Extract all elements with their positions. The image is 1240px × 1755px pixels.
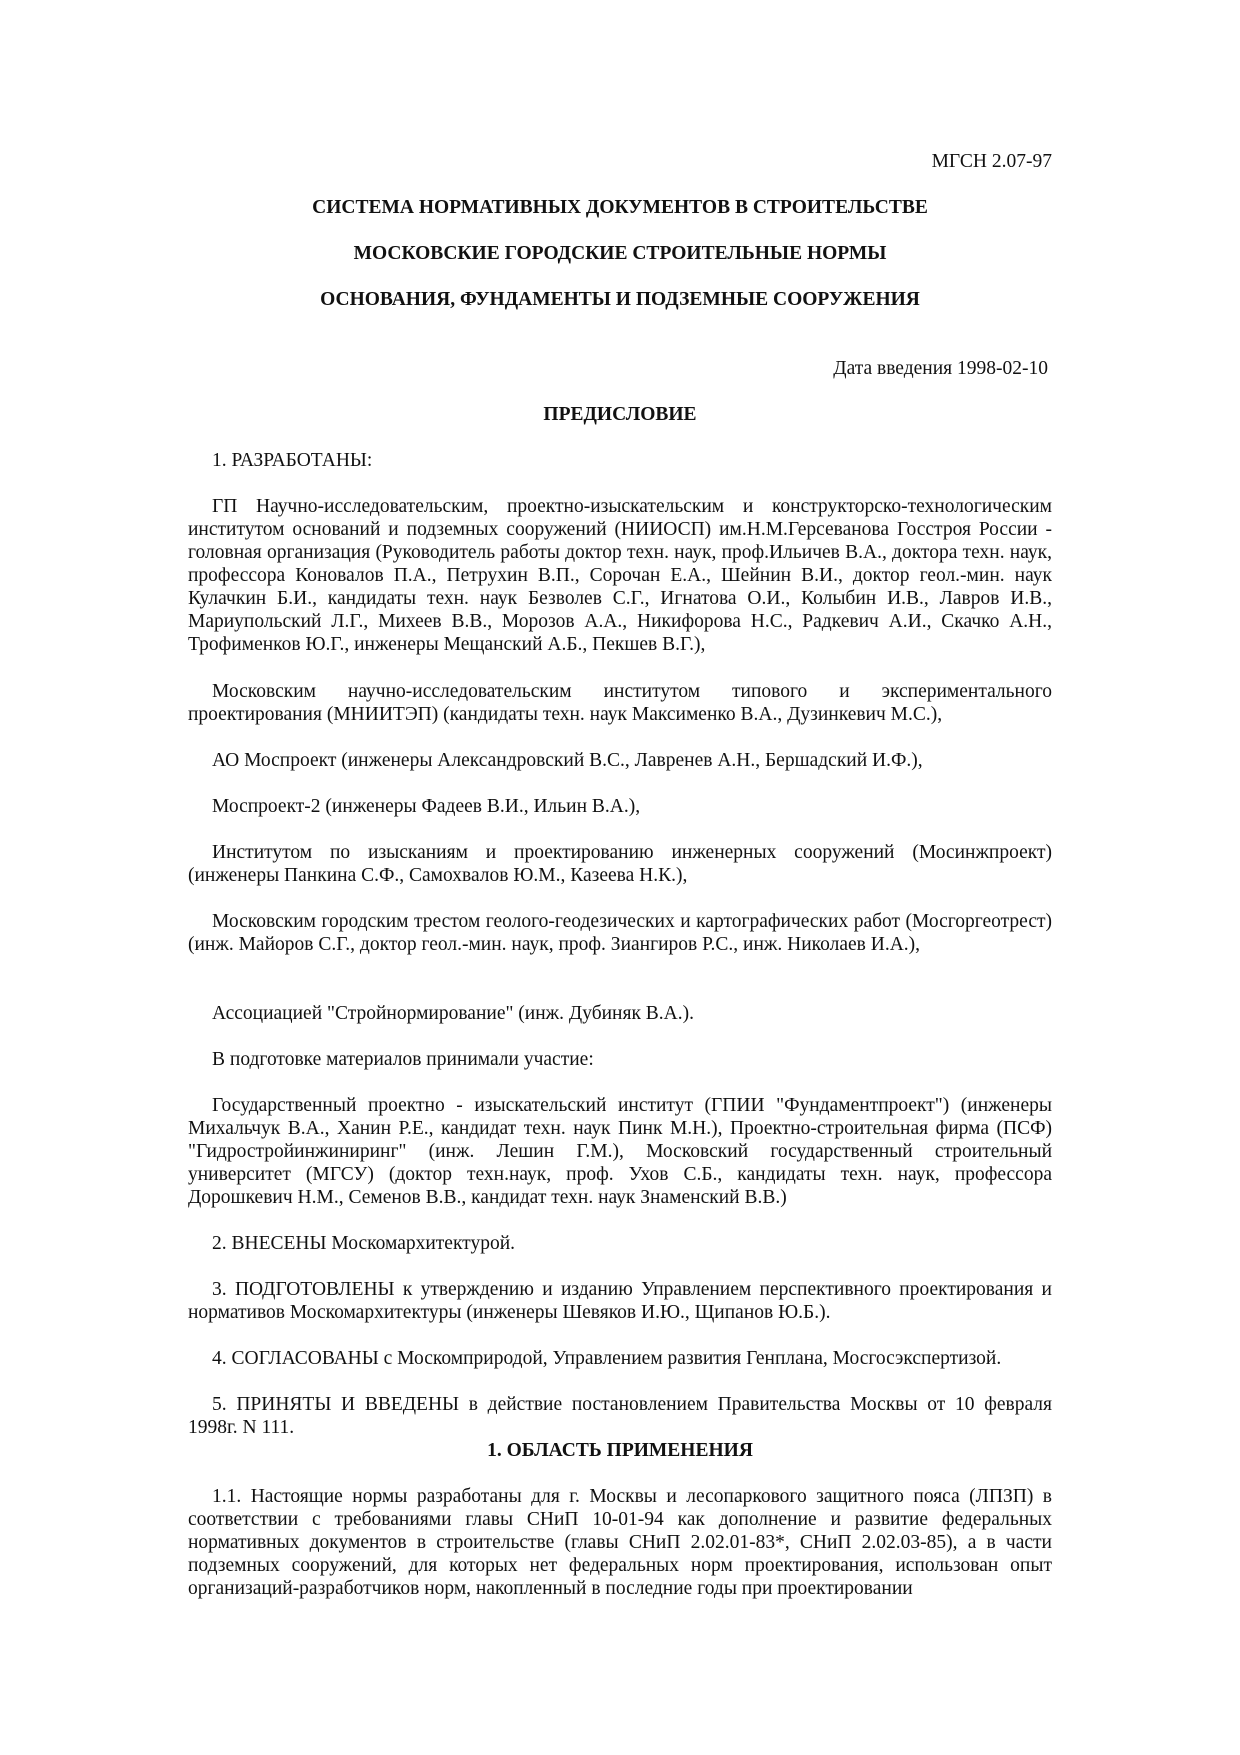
preface-paragraph-mniitep: Московским научно-исследовательским институтом типового и экспериментального проектирования (МНИИТЭП) (кандидаты техн. наук Максименко В.А., Дузинкевич М.С.),: [188, 681, 1052, 725]
heading-title: ОСНОВАНИЯ, ФУНДАМЕНТЫ И ПОДЗЕМНЫЕ СООРУЖЕНИЯ: [320, 289, 920, 310]
preface-paragraph-mosproekt-2: Моспроект-2 (инженеры Фадеев В.И., Ильин В.А.),: [212, 796, 641, 817]
preface-paragraph-mosinzhproekt: Институтом по изысканиям и проектированию инженерных сооружений (Мосинжпроект) (инженеры Панкина С.Ф., Самохвалов Ю.М., Казеева Н.К.),: [188, 842, 1052, 886]
preface-item-2: 2. ВНЕСЕНЫ Москомархитектурой.: [212, 1233, 516, 1254]
preface-item-1: 1. РАЗРАБОТАНЫ:: [212, 450, 373, 471]
preface-paragraph-niiosp: ГП Научно-исследовательским, проектно-изыскательским и конструкторско-технологическим институтом оснований и подземных сооружений (НИИОСП) им.Н.М.Герсеванова Госстроя России - головная организация (Руководитель работы доктор техн. наук, проф.Ильичев В.А., доктора техн. наук, профессора Коновалов П.А., Петрухин В.П., Сорочан Е.А., Шейнин В.И., доктор геол.-мин. наук Кулачкин Б.И., кандидаты техн. наук Безволев С.Г., Игнатова О.И., Колыбин И.В., Лавров И.В., Мариупольский Л.Г., Михеев В.В., Морозов А.А., Никифорова Н.С., Радкевич А.И., Скачко А.Н., Трофименков Ю.Г., инженеры Мещанский А.Б., Пекшев В.Г.),: [188, 496, 1052, 655]
heading-system: СИСТЕМА НОРМАТИВНЫХ ДОКУМЕНТОВ В СТРОИТЕЛЬСТВЕ: [312, 197, 928, 218]
preface-paragraph-stroynormirovanie: Ассоциацией "Стройнормирование" (инж. Дубиняк В.А.).: [212, 1003, 695, 1024]
scope-paragraph-1-1: 1.1. Настоящие нормы разработаны для г. Москвы и лесопаркового защитного пояса (ЛПЗП) в соответствии с требованиями главы СНиП 10-01-94 как дополнение и развитие федеральных нормативных документов в строительстве (главы СНиП 2.02.01-83*, СНиП 2.02.03-85), а в части подземных сооружений, для которых нет федеральных норм проектирования, использован опыт организаций-разработчиков норм, накопленный в последние годы при проектировании: [188, 1486, 1052, 1599]
preface-item-5: 5. ПРИНЯТЫ И ВВЕДЕНЫ в действие постановлением Правительства Москвы от 10 февраля 1998г. N 111.: [188, 1394, 1052, 1438]
preface-item-3: 3. ПОДГОТОВЛЕНЫ к утверждению и изданию Управлением перспективного проектирования и нормативов Москомархитектуры (инженеры Шевяков И.Ю., Щипанов Ю.Б.).: [188, 1279, 1052, 1323]
heading-scope: 1. ОБЛАСТЬ ПРИМЕНЕНИЯ: [487, 1440, 753, 1461]
preface-paragraph-mosproekt: АО Моспроект (инженеры Александровский В.С., Лавренев А.Н., Бершадский И.Ф.),: [212, 750, 923, 771]
preface-paragraph-participants: Государственный проектно - изыскательский институт (ГПИИ "Фундаментпроект") (инженеры Михальчук В.А., Ханин Р.Е., кандидат техн. наук Пинк М.Н.), Проектно-строительная фирма (ПСФ) "Гидростройинжиниринг" (инж. Лешин Г.М.), Московский государственный строительный университет (МГСУ) (доктор техн.наук, проф. Ухов С.Б., кандидаты техн. наук, профессора Дорошкевич Н.М., Семенов В.В., кандидат техн. наук Знаменский В.В.): [188, 1095, 1052, 1208]
heading-norms: МОСКОВСКИЕ ГОРОДСКИЕ СТРОИТЕЛЬНЫЕ НОРМЫ: [353, 243, 887, 264]
preface-item-4: 4. СОГЛАСОВАНЫ с Москомприродой, Управлением развития Генплана, Мосгосэкспертизой.: [212, 1348, 1002, 1369]
preface-paragraph-participants-intro: В подготовке материалов принимали участие:: [212, 1049, 594, 1070]
document-code: МГСН 2.07-97: [931, 151, 1052, 172]
heading-preface: ПРЕДИСЛОВИЕ: [543, 404, 697, 425]
preface-paragraph-mosgorgeotrest: Московским городским трестом геолого-геодезических и картографических работ (Мосгоргеотрест) (инж. Майоров С.Г., доктор геол.-мин. наук, проф. Зиангиров Р.С., инж. Николаев И.А.),: [188, 911, 1052, 955]
introduction-date: Дата введения 1998-02-10: [833, 358, 1048, 379]
